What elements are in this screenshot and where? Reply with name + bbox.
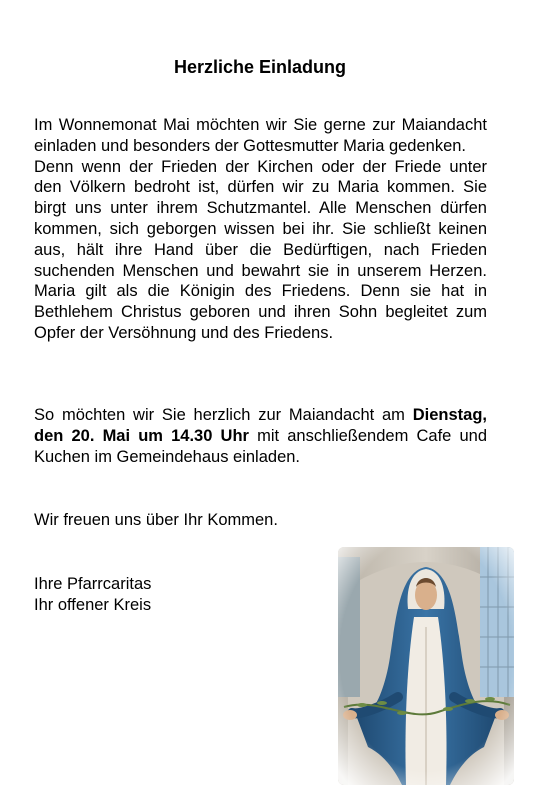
mary-statue-image: [338, 547, 514, 785]
paragraph-peace: Denn wenn der Frieden der Kirchen oder der Friede unter den Völkern bedroht ist, dürfen wir zu Maria kommen. Sie birgt uns unter ihrem Schutzmantel. Alle Menschen dürfen kommen, sich geborgen wissen bei ihr. Sie schließt keinen aus, hält ihre Hand über die Bedürftigen, nach Frieden suchenden Menschen und bewahrt sie in unserem Herzen. Maria gilt als die Königin des Friedens. Denn sie hat in Bethlehem Christus geboren und ihren Sohn begleitet zum Opfer der Versöhnung und des Friedens.: [34, 157, 487, 342]
page-title: Herzliche Einladung: [173, 57, 347, 77]
invitation-paragraph: [34, 405, 487, 467]
mary-statue-photo: [338, 547, 514, 785]
paragraph-intro: Im Wonnemonat Mai möchten wir Sie gerne zur Maiandacht einladen und besonders der Gottesmutter Maria gedenken.: [34, 116, 487, 155]
signature-line-2: Ihr offener Kreis: [34, 595, 152, 614]
invitation-before: So möchten wir Sie herzlich zur Maiandacht am: [34, 406, 413, 424]
intro-text: [34, 115, 487, 344]
photo-vignette: [338, 547, 514, 785]
closing-line: Wir freuen uns über Ihr Kommen.: [34, 511, 278, 529]
signature-line-1: Ihre Pfarrcaritas: [34, 575, 152, 593]
invitation-after: mit anschließendem Cafe und Kuchen im Gemeindehaus einladen.: [34, 426, 487, 466]
event-date-time: Dienstag, den 20. Mai um 14.30 Uhr: [34, 406, 487, 445]
